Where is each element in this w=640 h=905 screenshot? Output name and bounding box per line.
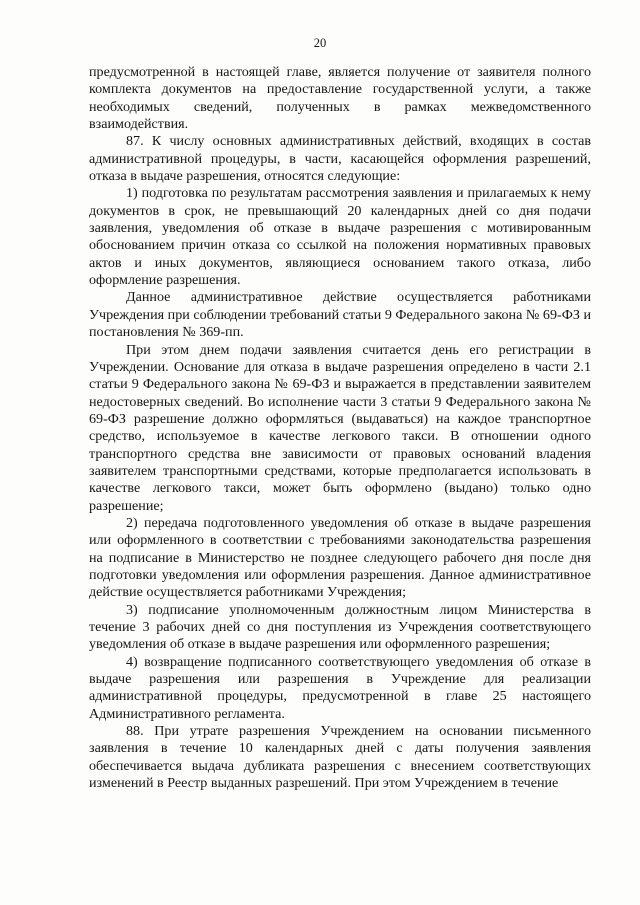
paragraph-item-3: 3) подписание уполномоченным должностным лицом Министерства в течение 3 рабочих дней со дня поступления из Учреждения соответствующего уведомления об отказе в выдаче разрешения или оформленного разрешения; — [89, 601, 591, 653]
paragraph-continuation: предусмотренной в настоящей главе, является получение от заявителя полного комплекта документов на предоставление государственной услуги, а также необходимых сведений, полученных в рамках межведомственного взаимодействия. — [89, 64, 591, 133]
paragraph-item-1: 1) подготовка по результатам рассмотрения заявления и прилагаемых к нему документов в срок, не превышающий 20 календарных дней со дня подачи заявления, уведомления об отказе в выдаче разрешения с мотивированным обоснованием причин отказа со ссылкой на положения нормативных правовых актов и иных документов, являющиеся основанием такого отказа, либо оформление разрешения. — [89, 185, 591, 289]
paragraph-item-2: 2) передача подготовленного уведомления об отказе в выдаче разрешения или оформленного в соответствии с требованиями законодательства разрешения на подписание в Министерство не позднее следующего рабочего дня после дня подготовки уведомления или оформления разрешения. Данное административное действие осуществляется работниками Учреждения; — [89, 514, 591, 601]
paragraph-action-note: Данное административное действие осуществляется работниками Учреждения при соблюдении требований статьи 9 Федерального закона № 69-ФЗ и постановления № 369-пп. — [89, 289, 591, 341]
paragraph-87: 87. К числу основных административных действий, входящих в состав административной процедуры, в части, касающейся оформления разрешений, отказа в выдаче разрешения, относятся следующие: — [89, 133, 591, 185]
paragraph-item-4: 4) возвращение подписанного соответствующего уведомления об отказе в выдаче разрешения или разрешения в Учреждение для реализации административной процедуры, предусмотренной в главе 25 настоящего Административного регламента. — [89, 653, 591, 722]
paragraph-88: 88. При утрате разрешения Учреждением на основании письменного заявления в течение 10 календарных дней с даты получения заявления обеспечивается выдача дубликата разрешения с внесением соответствующих изменений в Реестр выданных разрешений. При этом Учреждением в течение — [89, 723, 591, 792]
page-number: 20 — [313, 36, 327, 50]
paragraph-submission-day: При этом днем подачи заявления считается день его регистрации в Учреждении. Основание для отказа в выдаче разрешения определено в части 2.1 статьи 9 Федерального закона № 69-ФЗ и выражается в представлении заявителем недостоверных сведений. Во исполнение части 3 статьи 9 Федерального закона № 69-ФЗ разрешение должно оформляться (выдаваться) на каждое транспортное средство, используемое в качестве легкового такси. В отношении одного транспортного средства вне зависимости от правовых оснований владения заявителем транспортными средствами, которые предполагается использовать в качестве легкового такси, может быть оформлено (выдано) только одно разрешение; — [89, 341, 591, 514]
document-body — [89, 64, 591, 792]
